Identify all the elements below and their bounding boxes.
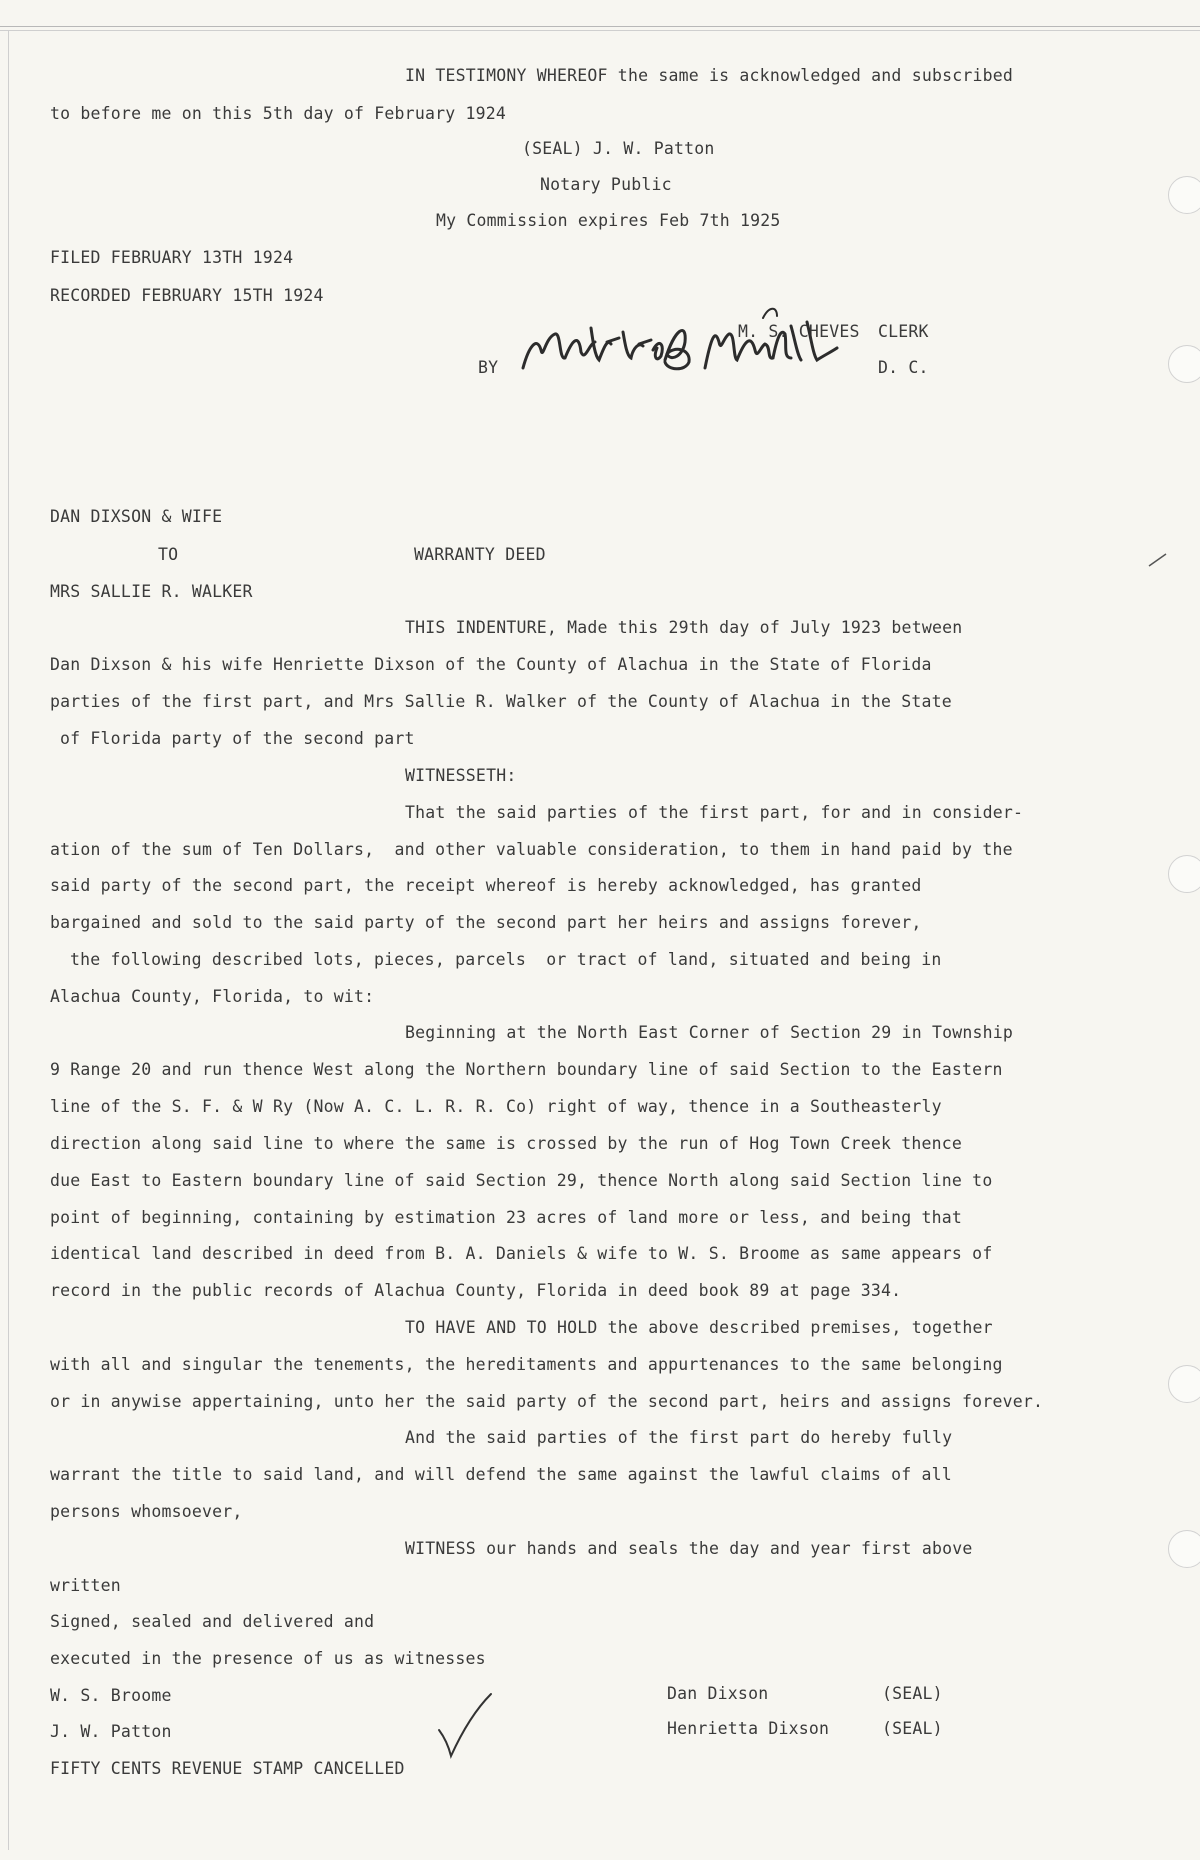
testimony-line-1: IN TESTIMONY WHEREOF the same is acknowledged and subscribed	[405, 66, 1014, 85]
deputy-clerk-label: D. C.	[878, 358, 929, 377]
witness-name: J. W. Patton	[50, 1722, 172, 1741]
body-line: WITNESS our hands and seals the day and year first above	[405, 1539, 973, 1558]
testimony-line-2: to before me on this 5th day of February 1924	[50, 104, 507, 123]
body-line: persons whomsoever,	[50, 1502, 243, 1521]
clerk-title: CLERK	[878, 322, 929, 341]
body-line: or in anywise appertaining, unto her the said party of the second part, heirs and assigns forever.	[50, 1392, 1044, 1411]
body-line: of Florida party of the second part	[60, 729, 415, 748]
body-line: Beginning at the North East Corner of Section 29 in Township	[405, 1023, 1014, 1042]
body-line: 9 Range 20 and run thence West along the Northern boundary line of said Section to the Eastern	[50, 1060, 1003, 1079]
notary-title: Notary Public	[540, 175, 672, 194]
notary-seal-line: (SEAL) J. W. Patton	[522, 139, 715, 158]
body-line: point of beginning, containing by estimation 23 acres of land more or less, and being that	[50, 1208, 963, 1227]
signatory-seal: (SEAL)	[882, 1684, 943, 1703]
body-line: TO HAVE AND TO HOLD the above described premises, together	[405, 1318, 993, 1337]
binder-hole	[1168, 1530, 1200, 1568]
body-line: the following described lots, pieces, parcels or tract of land, situated and being in	[70, 950, 942, 969]
body-line: line of the S. F. & W Ry (Now A. C. L. R. R. Co) right of way, thence in a Southeasterly	[50, 1097, 942, 1116]
revenue-stamp-note: FIFTY CENTS REVENUE STAMP CANCELLED	[50, 1759, 405, 1778]
page-edge-line-inner	[0, 30, 1200, 31]
body-line: Alachua County, Florida, to wit:	[50, 987, 375, 1006]
binder-hole	[1168, 345, 1200, 383]
recorded-date: RECORDED FEBRUARY 15TH 1924	[50, 286, 324, 305]
margin-mark	[1148, 552, 1168, 568]
body-line: direction along said line to where the same is crossed by the run of Hog Town Creek thence	[50, 1134, 963, 1153]
body-line: THIS INDENTURE, Made this 29th day of July 1923 between	[405, 618, 963, 637]
body-line: said party of the second part, the receipt whereof is hereby acknowledged, has granted	[50, 876, 922, 895]
body-line: executed in the presence of us as witnesses	[50, 1649, 486, 1668]
page-margin-line	[8, 30, 9, 1850]
body-line: That the said parties of the first part, for and in consider-	[405, 803, 1024, 822]
deed-type: WARRANTY DEED	[414, 545, 546, 564]
body-line: warrant the title to said land, and will defend the same against the lawful claims of all	[50, 1465, 952, 1484]
to-label: TO	[158, 545, 179, 564]
grantor-heading: DAN DIXSON & WIFE	[50, 507, 223, 526]
signatory-name: Dan Dixson	[667, 1684, 769, 1703]
by-label: BY	[478, 358, 499, 377]
commission-expiry: My Commission expires Feb 7th 1925	[436, 211, 781, 230]
grantee-heading: MRS SALLIE R. WALKER	[50, 582, 253, 601]
body-line: identical land described in deed from B. A. Daniels & wife to W. S. Broome as same appears of	[50, 1244, 993, 1263]
witness-name: W. S. Broome	[50, 1686, 172, 1705]
body-line: written	[50, 1576, 121, 1595]
body-line: with all and singular the tenements, the hereditaments and appurtenances to the same belonging	[50, 1355, 1003, 1374]
binder-hole	[1168, 176, 1200, 214]
binder-hole	[1168, 1365, 1200, 1403]
body-line: parties of the first part, and Mrs Sallie R. Walker of the County of Alachua in the State	[50, 692, 952, 711]
signatory-seal: (SEAL)	[882, 1719, 943, 1738]
witnesseth-heading: WITNESSETH:	[405, 766, 517, 785]
body-line: ation of the sum of Ten Dollars, and other valuable consideration, to them in hand paid by the	[50, 840, 1013, 859]
page-edge-line	[0, 26, 1200, 27]
clerk-signature	[515, 298, 845, 390]
signatory-name: Henrietta Dixson	[667, 1719, 830, 1738]
body-line: record in the public records of Alachua County, Florida in deed book 89 at page 334.	[50, 1281, 902, 1300]
body-line: due East to Eastern boundary line of said Section 29, thence North along said Section line to	[50, 1171, 993, 1190]
body-line: Dan Dixson & his wife Henriette Dixson of the County of Alachua in the State of Florida	[50, 655, 932, 674]
binder-hole	[1168, 855, 1200, 893]
body-line: And the said parties of the first part do hereby fully	[405, 1428, 953, 1447]
body-line: bargained and sold to the said party of the second part her heirs and assigns forever,	[50, 913, 922, 932]
checkmark-icon	[435, 1690, 495, 1760]
body-line: Signed, sealed and delivered and	[50, 1612, 375, 1631]
filed-date: FILED FEBRUARY 13TH 1924	[50, 248, 294, 267]
clerk-name: M. S. CHEVES	[738, 322, 860, 341]
